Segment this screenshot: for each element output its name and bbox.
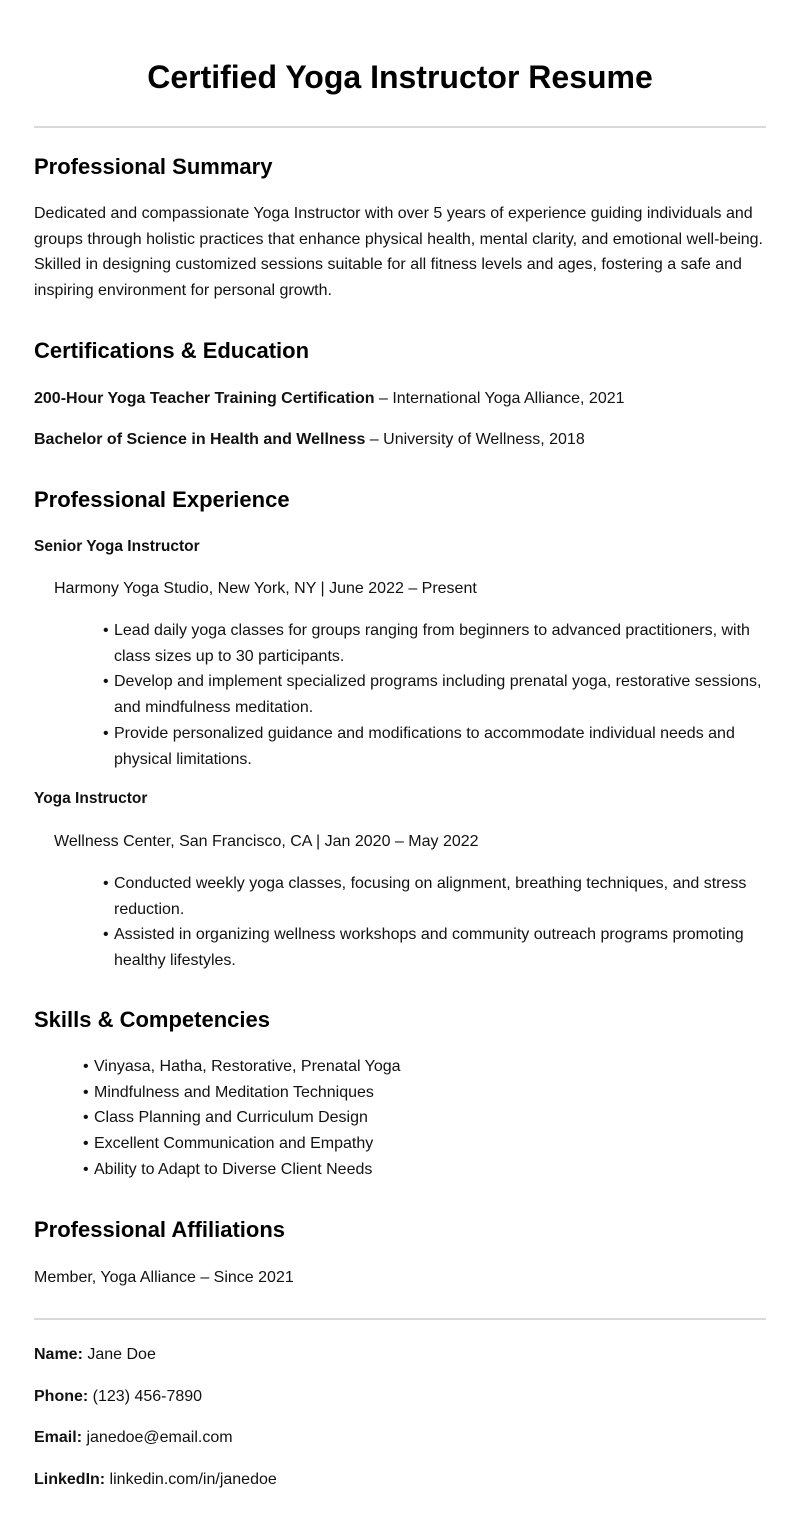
list-item: • Ability to Adapt to Diverse Client Needs <box>83 1157 743 1183</box>
certifications-heading: Certifications & Education <box>34 338 310 363</box>
certification-item <box>34 389 625 408</box>
list-item: • Class Planning and Curriculum Design <box>83 1105 743 1131</box>
list-item: • Conducted weekly yoga classes, focusing on alignment, breathing techniques, and stress reduction. <box>103 871 771 922</box>
contact-email-value: janedoe@email.com <box>82 1429 233 1446</box>
contact-email-label: Email: <box>34 1429 83 1446</box>
job-meta: Wellness Center, San Francisco, CA | Jan 2020 – May 2022 <box>54 833 479 850</box>
job-title: Senior Yoga Instructor <box>34 538 200 555</box>
certification-item <box>34 430 585 449</box>
list-item: • Develop and implement specialized programs including prenatal yoga, restorative sessions, and mindfulness meditation. <box>103 669 771 720</box>
skills-list <box>83 1054 743 1183</box>
contact-phone-label: Phone: <box>34 1388 89 1405</box>
page-title: Certified Yoga Instructor Resume <box>147 59 653 95</box>
contact-divider <box>34 1318 766 1320</box>
list-item: • Lead daily yoga classes for groups ranging from beginners to advanced practitioners, with class sizes up to 30 participants. <box>103 618 771 669</box>
job-bullets <box>103 871 771 974</box>
certification-name: 200-Hour Yoga Teacher Training Certification <box>34 390 375 407</box>
contact-phone <box>34 1387 202 1406</box>
list-item: • Vinyasa, Hatha, Restorative, Prenatal Yoga <box>83 1054 743 1080</box>
contact-phone-value: (123) 456-7890 <box>88 1388 203 1405</box>
certification-detail: – International Yoga Alliance, 2021 <box>374 390 625 407</box>
job-title: Yoga Instructor <box>34 790 148 807</box>
affiliation-text: Member, Yoga Alliance – Since 2021 <box>34 1269 294 1286</box>
summary-text: Dedicated and compassionate Yoga Instructor with over 5 years of experience guiding individuals and groups through holistic practices that enhance physical health, mental clarity, and emotional well-being. Skilled in designing customized sessions suitable for all fitness levels and ages, fostering a safe and inspiring environment for personal growth. <box>34 205 763 300</box>
certification-name: Bachelor of Science in Health and Wellness <box>34 431 366 448</box>
list-item: • Assisted in organizing wellness workshops and community outreach programs promoting healthy lifestyles. <box>103 922 771 973</box>
job-bullets <box>103 618 771 772</box>
title-divider <box>34 126 766 128</box>
list-item: • Excellent Communication and Empathy <box>83 1131 743 1157</box>
contact-email <box>34 1428 233 1447</box>
contact-name-label: Name: <box>34 1346 83 1363</box>
contact-linkedin-label: LinkedIn: <box>34 1471 106 1488</box>
job-meta: Harmony Yoga Studio, New York, NY | June 2022 – Present <box>54 580 477 597</box>
skills-heading: Skills & Competencies <box>34 1007 270 1032</box>
contact-linkedin <box>34 1470 277 1489</box>
contact-name-value: Jane Doe <box>82 1346 156 1363</box>
list-item: • Provide personalized guidance and modifications to accommodate individual needs and physical limitations. <box>103 721 771 772</box>
experience-heading: Professional Experience <box>34 487 290 512</box>
contact-name <box>34 1345 156 1364</box>
affiliations-heading: Professional Affiliations <box>34 1217 286 1242</box>
summary-heading: Professional Summary <box>34 154 273 179</box>
certification-detail: – University of Wellness, 2018 <box>365 431 585 448</box>
contact-linkedin-value: linkedin.com/in/janedoe <box>105 1471 277 1488</box>
list-item: • Mindfulness and Meditation Techniques <box>83 1080 743 1106</box>
